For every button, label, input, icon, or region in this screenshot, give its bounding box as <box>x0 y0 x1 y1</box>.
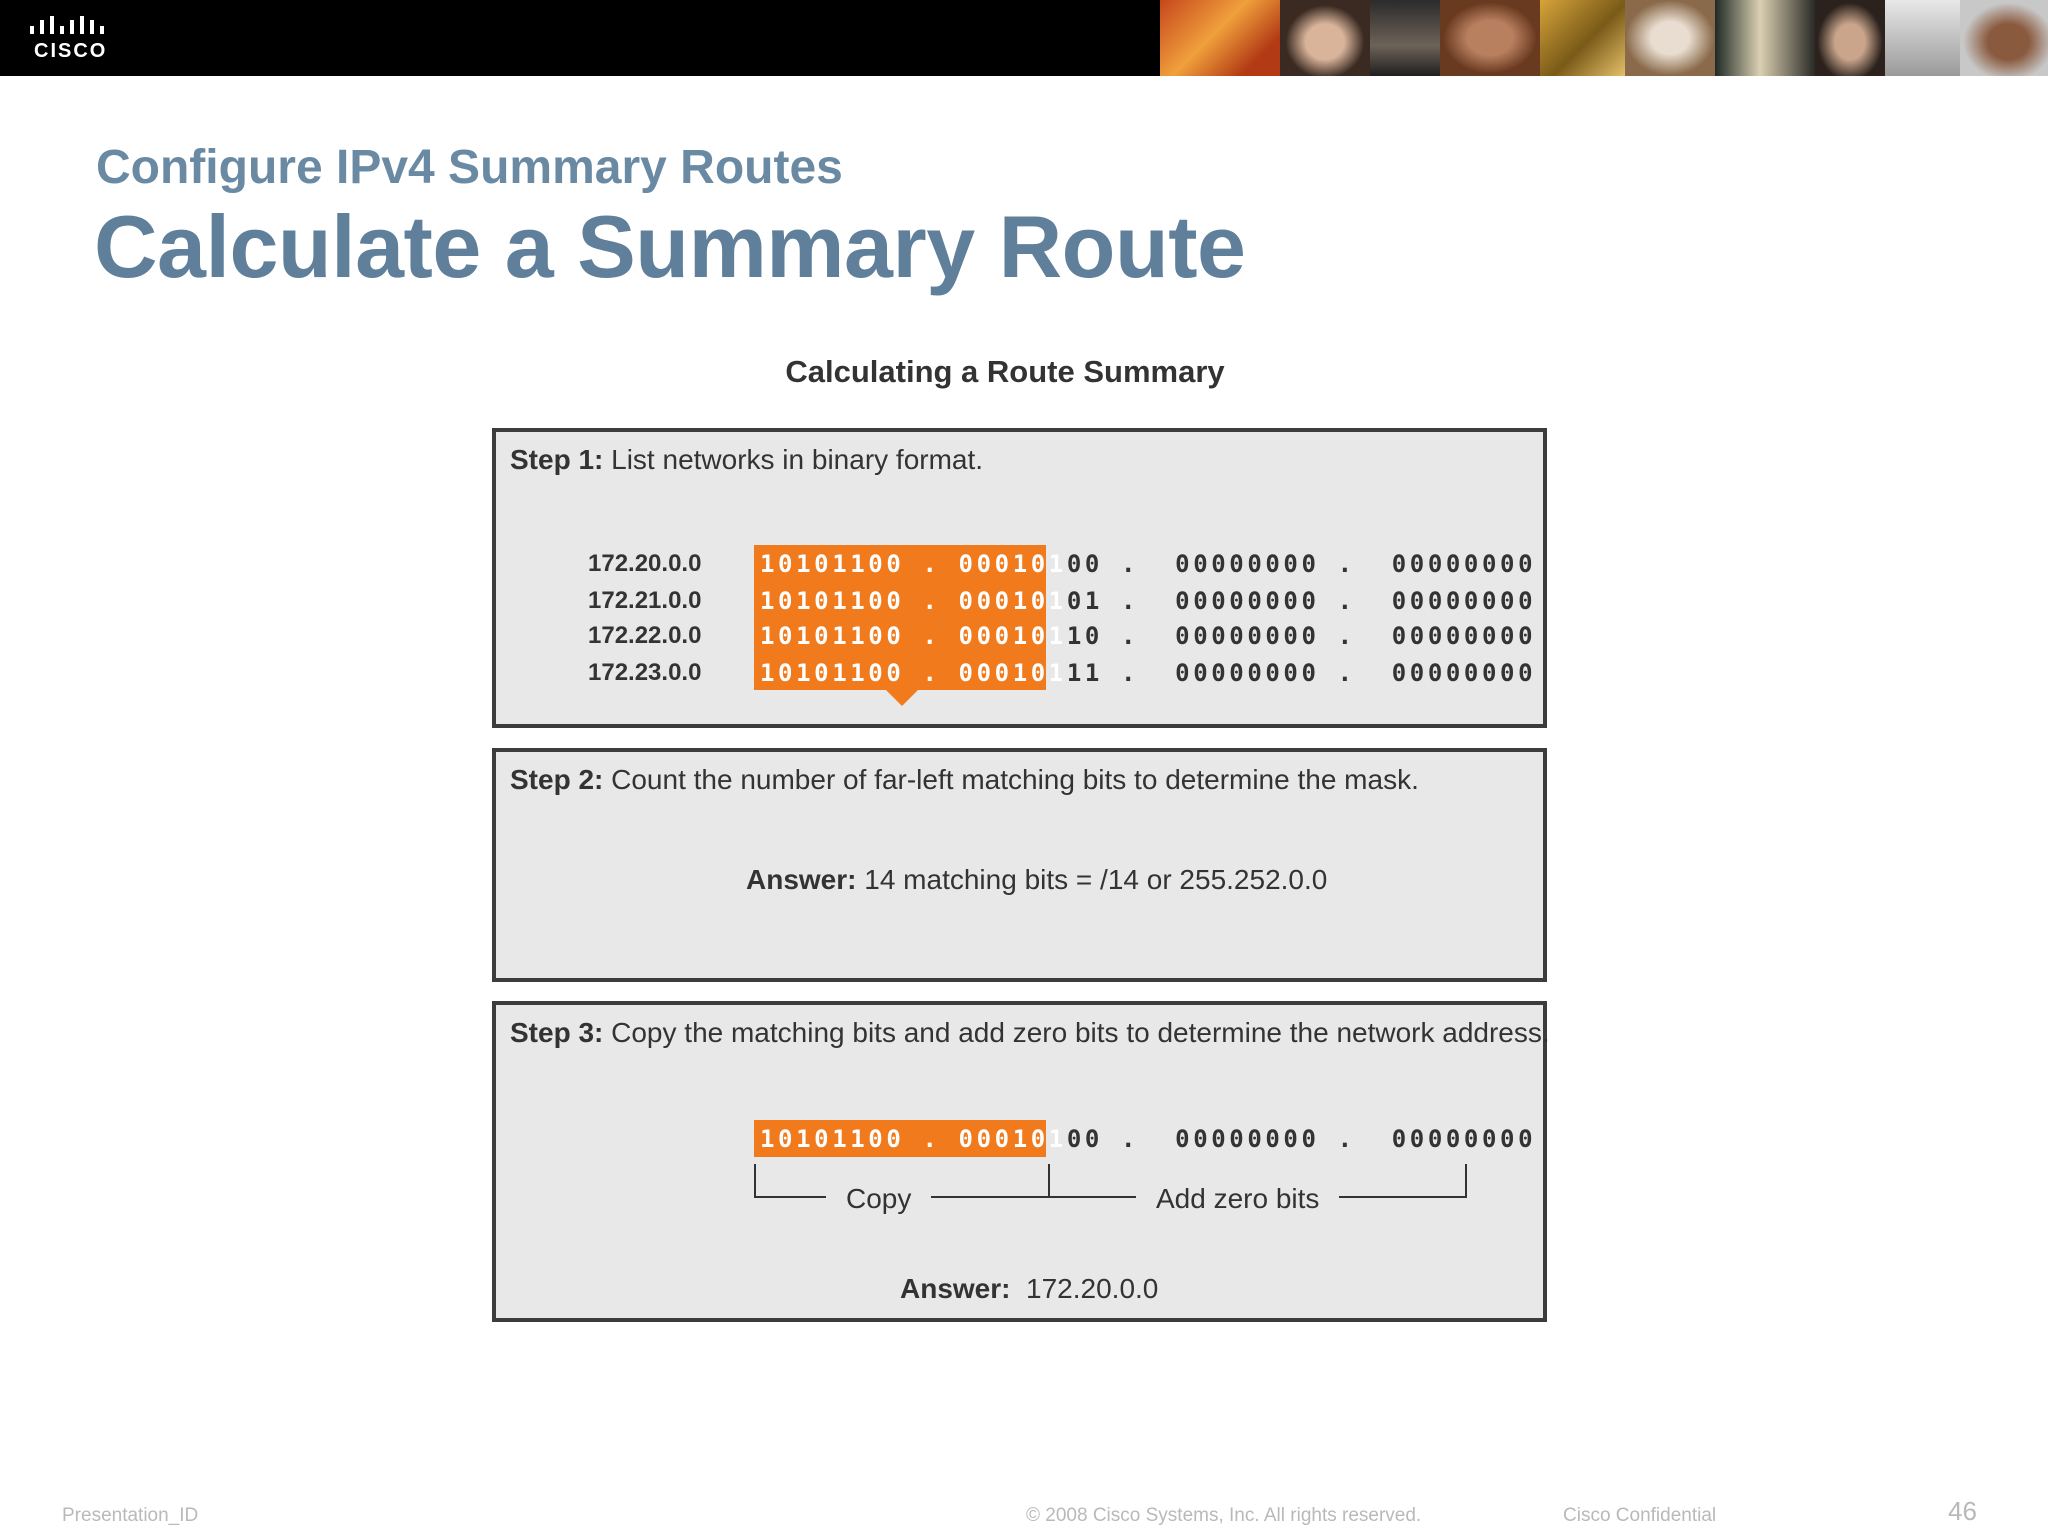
binary-matched-bits: 10101100 . 000101 <box>760 587 1067 615</box>
step-2-label: Step 2: <box>510 764 604 795</box>
photo-tile <box>1160 0 1280 76</box>
binary-matched-bits: 10101100 . 000101 <box>760 550 1067 578</box>
binary-matched-bits: 10101100 . 000101 <box>760 659 1067 687</box>
photo-tile <box>1715 0 1815 76</box>
binary-matched-bits: 10101100 . 000101 <box>760 1125 1067 1153</box>
cisco-bars-icon <box>28 14 114 40</box>
page-number: 46 <box>1948 1496 1977 1526</box>
add-zero-bits-label: Add zero bits <box>1136 1183 1339 1215</box>
highlight-pointer <box>886 690 918 706</box>
figure-title-text: Calculating a Route Summary <box>785 354 1225 389</box>
step-3-label: Step 3: <box>510 1017 604 1048</box>
step-3-text <box>510 1017 1550 1049</box>
network-address: 172.20.0.0 <box>588 550 702 577</box>
binary-remaining-bits: 11 . 00000000 . 00000000 <box>1066 659 1537 687</box>
answer-label: Answer: <box>746 864 857 895</box>
photo-tile <box>1960 0 2048 76</box>
step-2-box <box>492 748 1547 982</box>
summary-binary-row <box>760 1125 1536 1153</box>
binary-matched-bits: 10101100 . 000101 <box>760 622 1067 650</box>
footer-confidential: Cisco Confidential <box>1563 1505 1717 1526</box>
slide-title: Calculate a Summary Route <box>94 197 1246 296</box>
slide-pretitle: Configure IPv4 Summary Routes <box>96 141 843 194</box>
answer-value: 172.20.0.0 <box>1010 1273 1159 1304</box>
binary-remaining-bits: 01 . 00000000 . 00000000 <box>1066 587 1537 615</box>
network-address: 172.21.0.0 <box>588 587 702 614</box>
figure-title <box>0 354 2048 390</box>
photo-tile <box>1370 0 1440 76</box>
photo-tile <box>1885 0 1960 76</box>
step-1-description: List networks in binary format. <box>603 444 984 475</box>
step-2-text <box>510 764 1419 796</box>
header-photo-strip <box>1160 0 2048 76</box>
network-address: 172.22.0.0 <box>588 622 702 649</box>
step-3-box <box>492 1001 1550 1322</box>
photo-tile <box>1815 0 1885 76</box>
cisco-wordmark: CISCO <box>34 40 108 62</box>
photo-tile <box>1440 0 1540 76</box>
step-2-answer <box>746 864 1327 896</box>
step-1-text <box>510 444 983 476</box>
binary-remaining-bits: 00 . 00000000 . 00000000 <box>1066 550 1537 578</box>
step-3-description: Copy the matching bits and add zero bits to determine the network address. <box>603 1017 1550 1048</box>
photo-tile <box>1625 0 1715 76</box>
header-bar <box>0 0 2048 76</box>
binary-row <box>760 622 1536 650</box>
cisco-logo <box>28 14 118 64</box>
network-address: 172.23.0.0 <box>588 659 702 686</box>
copy-label: Copy <box>826 1183 931 1215</box>
step-1-label: Step 1: <box>510 444 604 475</box>
binary-row <box>760 550 1536 578</box>
photo-tile <box>1280 0 1370 76</box>
footer-copyright: © 2008 Cisco Systems, Inc. All rights reserved. <box>1026 1505 1422 1526</box>
binary-remaining-bits: 10 . 00000000 . 00000000 <box>1066 622 1537 650</box>
binary-row <box>760 587 1536 615</box>
step-3-answer <box>900 1273 1158 1305</box>
step-1-box <box>492 428 1547 728</box>
step-2-description: Count the number of far-left matching bits to determine the mask. <box>603 764 1419 795</box>
answer-label: Answer: <box>900 1273 1011 1304</box>
answer-value: 14 matching bits = /14 or 255.252.0.0 <box>856 864 1328 895</box>
binary-row <box>760 659 1536 687</box>
photo-tile <box>1540 0 1625 76</box>
binary-remaining-bits: 00 . 00000000 . 00000000 <box>1066 1125 1537 1153</box>
footer-presentation-id: Presentation_ID <box>62 1505 199 1526</box>
